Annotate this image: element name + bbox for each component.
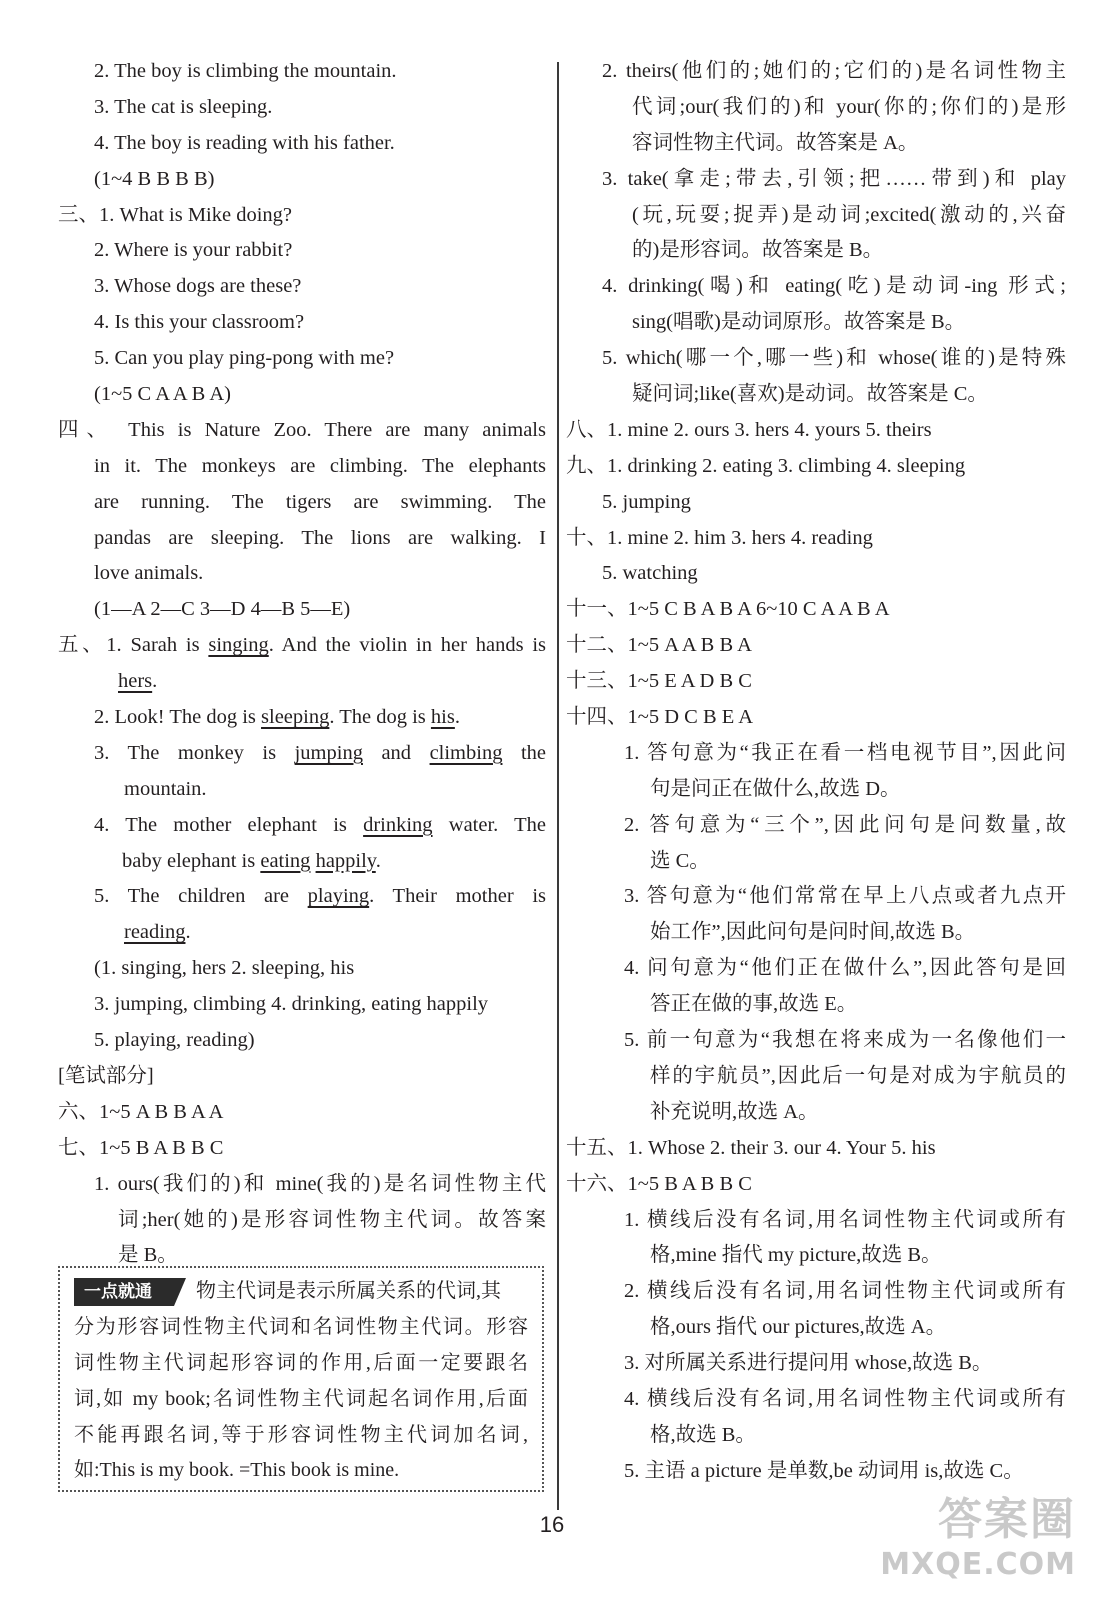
- line-text: 十二、1~5 A A B B A: [566, 634, 752, 657]
- underlined-answer: eating: [260, 849, 311, 872]
- line-text: (1~5 C A A B A): [94, 383, 231, 406]
- line-text: are running. The tigers are swimming. The: [94, 490, 546, 513]
- line-text: 3. take(拿走;带去,引领;把……带到)和 play: [602, 167, 1066, 190]
- tip-badge: 一点就通: [74, 1278, 174, 1306]
- line-text: (1~4 B B B B): [94, 167, 215, 190]
- line-text: . Their mother is: [369, 885, 546, 908]
- line-text: (玩,玩耍;捉弄)是动词;excited(激动的,兴奋: [632, 203, 1066, 226]
- answer-line: [566, 233, 1066, 269]
- answer-line: [566, 162, 1066, 198]
- line-text: 4. 问句意为“他们正在做什么”,因此答句是回: [624, 957, 1066, 980]
- answer-line: [566, 305, 1066, 341]
- line-text: 5. 前一句意为“我想在将来成为一名像他们一: [624, 1029, 1066, 1052]
- line-text: mountain.: [124, 777, 207, 800]
- line-text: the: [502, 741, 546, 764]
- right-column: [566, 54, 1066, 1490]
- answer-line: [566, 1167, 1066, 1203]
- line-text: 1. ours(我们的)和 mine(我的)是名词性物主代: [94, 1172, 546, 1195]
- answer-line: [566, 1059, 1066, 1095]
- tip-line-4: 不能再跟名词,等于形容词性物主代词加名词,: [74, 1423, 528, 1446]
- line-text: 六、1~5 A B B A A: [58, 1100, 224, 1123]
- answer-line: [58, 90, 546, 126]
- answer-line: [566, 772, 1066, 808]
- answer-line: [58, 1167, 546, 1203]
- answer-line: [58, 628, 546, 664]
- line-text: 三、1. What is Mike doing?: [58, 203, 293, 226]
- answer-line: [566, 269, 1066, 305]
- line-text: (1. singing, hers 2. sleeping, his: [94, 957, 355, 980]
- answer-line: [566, 198, 1066, 234]
- answer-line: [58, 1059, 546, 1095]
- line-text: 2. Look! The dog is: [94, 706, 262, 729]
- answer-line: [58, 879, 546, 915]
- underlined-answer: hers: [118, 670, 153, 693]
- line-text: .: [454, 706, 460, 729]
- answer-line: [566, 736, 1066, 772]
- answer-line: [566, 1203, 1066, 1239]
- tip-line-2: 词性物主代词起形容词的作用,后面一定要跟名: [74, 1351, 528, 1374]
- answer-line: [566, 521, 1066, 557]
- answer-line: [566, 700, 1066, 736]
- underlined-answer: reading: [124, 921, 186, 944]
- line-text: 2. Where is your rabbit?: [94, 239, 293, 262]
- tip-box: [58, 1266, 544, 1492]
- line-text: 容词性物主代词。故答案是 A。: [632, 131, 919, 154]
- line-text: water. The: [432, 813, 546, 836]
- left-column: [58, 54, 546, 1274]
- answer-line: [58, 413, 546, 449]
- line-text: sing(唱歌)是动词原形。故答案是 B。: [632, 311, 966, 334]
- answer-line: [58, 449, 546, 485]
- answer-line: [566, 628, 1066, 664]
- answer-line: [58, 700, 546, 736]
- answer-line: [58, 736, 546, 772]
- answer-line: [566, 1095, 1066, 1131]
- line-text: pandas are sleeping. The lions are walking. I: [94, 526, 546, 549]
- line-text: 四、 This is Nature Zoo. There are many animals: [58, 418, 546, 441]
- answer-line: [566, 556, 1066, 592]
- answer-line: [566, 1382, 1066, 1418]
- underlined-answer: singing: [208, 634, 269, 657]
- line-text: .: [152, 670, 158, 693]
- answer-line: [566, 664, 1066, 700]
- line-text: 3. The cat is sleeping.: [94, 95, 273, 118]
- line-text: 5. 主语 a picture 是单数,be 动词用 is,故选 C。: [624, 1459, 1024, 1482]
- line-text: 格,mine 指代 my picture,故选 B。: [650, 1244, 942, 1267]
- answer-line: [566, 1131, 1066, 1167]
- answer-line: [58, 1095, 546, 1131]
- line-text: 是 B。: [118, 1244, 178, 1267]
- line-text: 3. Whose dogs are these?: [94, 275, 302, 298]
- answer-line: [566, 126, 1066, 162]
- answer-line: [566, 1310, 1066, 1346]
- answer-line: [566, 54, 1066, 90]
- answer-line: [566, 1023, 1066, 1059]
- answer-line: [58, 485, 546, 521]
- line-text: [笔试部分]: [58, 1064, 154, 1087]
- answer-line: [566, 341, 1066, 377]
- answer-line: [58, 377, 546, 413]
- line-text: baby elephant is: [122, 849, 261, 872]
- line-text: 3. jumping, climbing 4. drinking, eating happily: [94, 993, 489, 1016]
- line-text: 5. watching: [602, 562, 698, 585]
- tip-line-5: 如:This is my book. =This book is mine.: [74, 1459, 400, 1482]
- answer-line: [566, 90, 1066, 126]
- answer-line: [566, 592, 1066, 628]
- line-text: 5. The children are: [94, 885, 308, 908]
- answer-line: [58, 1203, 546, 1239]
- answer-line: [58, 233, 546, 269]
- line-text: . And the violin in her hands is: [268, 634, 546, 657]
- page-number: 16: [539, 1512, 565, 1537]
- line-text: 5. Can you play ping-pong with me?: [94, 347, 395, 370]
- underlined-answer: playing: [307, 885, 370, 908]
- answer-line: [58, 341, 546, 377]
- line-text: 疑问词;like(喜欢)是动词。故答案是 C。: [632, 383, 988, 406]
- line-text: . The dog is: [329, 706, 431, 729]
- answer-line: [58, 162, 546, 198]
- answer-line: [58, 1131, 546, 1167]
- line-text: 5. jumping: [602, 490, 691, 513]
- answer-line: [566, 951, 1066, 987]
- answer-line: [58, 521, 546, 557]
- answer-line: [58, 198, 546, 234]
- answer-line: [58, 1023, 546, 1059]
- tip-line-0: 一点就通 物主代词是表示所属关系的代词,其: [74, 1274, 528, 1310]
- answer-line: [58, 556, 546, 592]
- line-text: 2. theirs(他们的;她们的;它们的)是名词性物主: [602, 60, 1066, 82]
- line-text: 十三、1~5 E A D B C: [566, 670, 752, 693]
- line-text: 3. The monkey is: [94, 741, 295, 764]
- line-text: 3. 答句意为“他们常常在早上八点或者九点开: [624, 885, 1066, 908]
- line-text: 句是问正在做什么,故选 D。: [650, 777, 901, 800]
- line-text: .: [185, 921, 191, 944]
- line-text: 1. 横线后没有名词,用名词性物主代词或所有: [624, 1208, 1066, 1231]
- line-text: 4. drinking(喝)和 eating(吃)是动词-ing 形式;: [602, 275, 1066, 298]
- line-text: 1. 答句意为“我正在看一档电视节目”,因此问: [624, 741, 1066, 764]
- line-text: 十六、1~5 B A B B C: [566, 1172, 752, 1195]
- underlined-answer: his: [430, 706, 455, 729]
- line-text: 样的宇航员”,因此后一句是对成为宇航员的: [650, 1064, 1066, 1087]
- answer-line: [566, 1418, 1066, 1454]
- answer-line: [58, 951, 546, 987]
- underlined-answer: happily: [315, 849, 376, 872]
- line-text: and: [362, 741, 430, 764]
- line-text: 的)是形容词。故答案是 B。: [632, 239, 884, 262]
- line-text: 十五、1. Whose 2. their 3. our 4. Your 5. his: [566, 1136, 936, 1159]
- answer-line: [58, 808, 546, 844]
- column-divider: [557, 62, 559, 1510]
- line-text: 2. 答句意为“三个”,因此问句是问数量,故: [624, 813, 1066, 836]
- answer-line: [566, 808, 1066, 844]
- line-text: 4. Is this your classroom?: [94, 311, 305, 334]
- underlined-answer: jumping: [294, 741, 363, 764]
- line-text: 五、1. Sarah is: [58, 634, 209, 657]
- answer-line: [566, 377, 1066, 413]
- line-text: 5. which(哪一个,哪一些)和 whose(谁的)是特殊: [602, 347, 1066, 370]
- line-text: 4. The mother elephant is: [94, 813, 364, 836]
- line-text: (1—A 2—C 3—D 4—B 5—E): [94, 598, 351, 621]
- answer-line: [566, 915, 1066, 951]
- line-text: .: [375, 849, 381, 872]
- answer-line: [566, 987, 1066, 1023]
- line-text: 3. 对所属关系进行提问用 whose,故选 B。: [624, 1352, 993, 1375]
- line-text: 十一、1~5 C B A B A 6~10 C A A B A: [566, 598, 890, 621]
- line-text: 十、1. mine 2. him 3. hers 4. reading: [566, 526, 873, 549]
- answer-line: [566, 449, 1066, 485]
- answer-line: [566, 879, 1066, 915]
- answer-line: [566, 1274, 1066, 1310]
- underlined-answer: climbing: [429, 741, 503, 764]
- answer-line: [58, 592, 546, 628]
- underlined-answer: sleeping: [261, 706, 330, 729]
- answer-line: [58, 54, 546, 90]
- line-text: 七、1~5 B A B B C: [58, 1136, 224, 1159]
- answer-line: [566, 1238, 1066, 1274]
- line-text: 2. The boy is climbing the mountain.: [94, 60, 397, 82]
- line-text: 十四、1~5 D C B E A: [566, 706, 754, 729]
- line-text: 格,故选 B。: [650, 1423, 756, 1446]
- line-text: 八、1. mine 2. ours 3. hers 4. yours 5. theirs: [566, 418, 932, 441]
- line-text: 2. 横线后没有名词,用名词性物主代词或所有: [624, 1280, 1066, 1303]
- tip-line-3: 词,如 my book;名词性物主代词起名词作用,后面: [74, 1387, 528, 1410]
- line-text: 代词;our(我们的)和 your(你的;你们的)是形: [632, 95, 1066, 118]
- line-text: love animals.: [94, 562, 204, 585]
- answer-line: [566, 844, 1066, 880]
- line-text: 格,ours 指代 our pictures,故选 A。: [650, 1316, 947, 1339]
- answer-line: [58, 126, 546, 162]
- answer-line: [58, 844, 546, 880]
- underlined-answer: drinking: [363, 813, 433, 836]
- answer-line: [58, 915, 546, 951]
- answer-line: [58, 772, 546, 808]
- line-text: 选 C。: [650, 849, 710, 872]
- line-text: 始工作”,因此问句是问时间,故选 B。: [650, 921, 976, 944]
- answer-line: [566, 485, 1066, 521]
- line-text: 补充说明,故选 A。: [650, 1100, 819, 1123]
- line-text: 九、1. drinking 2. eating 3. climbing 4. sleeping: [566, 454, 966, 477]
- line-text: 答正在做的事,故选 E。: [650, 993, 858, 1016]
- line-text: 词;her(她的)是形容词性物主代词。故答案: [118, 1208, 546, 1231]
- tip-line-1: 分为形容词性物主代词和名词性物主代词。形容: [74, 1315, 528, 1338]
- answer-line: [58, 305, 546, 341]
- line-text: 5. playing, reading): [94, 1029, 255, 1052]
- line-text: in it. The monkeys are climbing. The elephants: [94, 454, 546, 477]
- answer-line: [566, 1346, 1066, 1382]
- watermark-logo: 答案圈 MXQE.COM: [880, 1494, 1076, 1582]
- answer-line: [58, 269, 546, 305]
- line-text: 4. The boy is reading with his father.: [94, 131, 395, 154]
- line-text: 4. 横线后没有名词,用名词性物主代词或所有: [624, 1387, 1066, 1410]
- answer-line: [58, 987, 546, 1023]
- answer-line: [58, 664, 546, 700]
- answer-line: [566, 413, 1066, 449]
